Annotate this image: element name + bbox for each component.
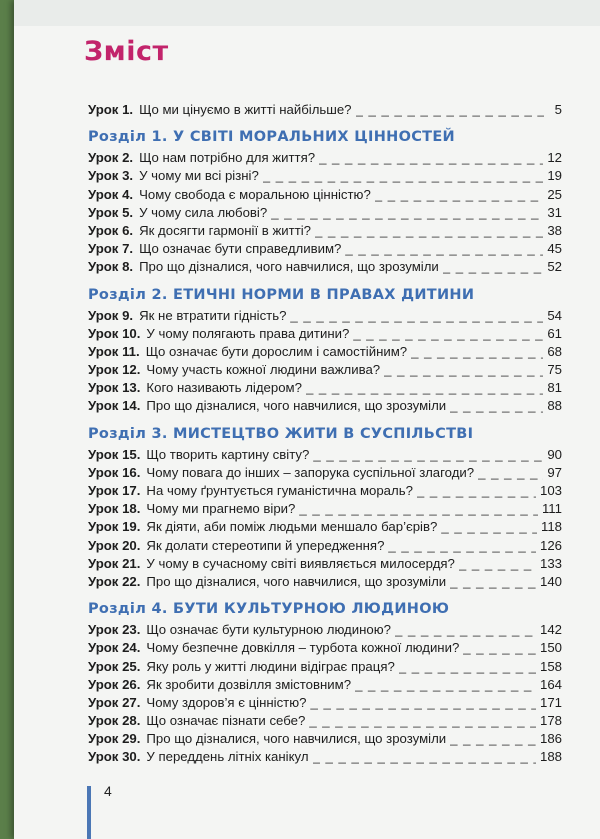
lesson-label: Урок 22. (88, 573, 141, 589)
lesson-label: Урок 6. (88, 222, 134, 238)
lesson-title: Чому свобода є моральною цінністю? (139, 186, 371, 202)
lesson-label: Урок 15. (88, 446, 141, 462)
lesson-page: 52 (547, 259, 562, 275)
lesson-title: Чому безпечне довкілля – турбота кожної людини? (146, 640, 460, 656)
lesson-title: Що означає бути культурною людиною? (146, 622, 391, 638)
toc-row[interactable] (88, 259, 562, 277)
lesson-page: 88 (547, 398, 562, 414)
section-heading[interactable]: Розділ 2. ЕТИЧНІ НОРМИ В ПРАВАХ ДИТИНИ (88, 286, 475, 303)
toc-row[interactable] (88, 205, 562, 223)
lesson-label: Урок 24. (88, 640, 141, 656)
lesson-page: 158 (539, 658, 562, 674)
lesson-title: Як зробити дозвілля змістовним? (146, 676, 352, 692)
leader-dots (299, 501, 538, 516)
lesson-label: Урок 5. (88, 204, 134, 220)
lesson-page: 150 (539, 640, 562, 656)
leader-dots (271, 205, 543, 220)
leader-dots (375, 187, 544, 202)
lesson-label: Урок 1. (88, 102, 134, 117)
lesson-title: Що означає бути дорослим і самостійним? (145, 343, 408, 359)
page-title: Зміст (84, 36, 169, 67)
lesson-title: Як не втратити гідність? (139, 307, 287, 323)
toc-row[interactable] (88, 168, 562, 186)
page-number-bar (87, 786, 91, 839)
toc-row[interactable] (88, 398, 562, 416)
lesson-page: 61 (547, 325, 562, 341)
leader-dots (459, 556, 536, 571)
lesson-page: 81 (547, 380, 562, 396)
lesson-label: Урок 25. (88, 658, 141, 674)
lesson-page: 31 (547, 204, 562, 220)
lesson-title: Чому ми прагнемо віри? (146, 501, 296, 517)
leader-dots (443, 259, 544, 274)
lesson-label: Урок 14. (88, 398, 141, 414)
leader-dots (353, 326, 543, 341)
lesson-label: Урок 20. (88, 537, 141, 553)
section-heading[interactable]: Розділ 4. БУТИ КУЛЬТУРНОЮ ЛЮДИНОЮ (88, 601, 450, 618)
toc-row[interactable] (88, 659, 562, 677)
lesson-label: Урок 9. (88, 307, 134, 323)
lesson-page: 126 (539, 537, 562, 553)
lesson-label: Урок 27. (88, 694, 141, 710)
toc-row[interactable] (88, 501, 562, 519)
toc-row[interactable] (88, 362, 562, 380)
lesson-page: 5 (554, 102, 562, 117)
lesson-title: Про що дізналися, чого навчилися, що зрозуміли (146, 573, 447, 589)
leader-dots (290, 308, 543, 323)
book-page (14, 0, 600, 839)
leader-dots (417, 483, 536, 498)
lesson-page: 54 (547, 307, 562, 323)
lesson-title: Про що дізналися, чого навчилися, що зрозуміли (139, 259, 439, 275)
lesson-title: Що творить картину світу? (146, 446, 310, 462)
leader-dots (395, 622, 536, 637)
leader-dots (463, 640, 536, 655)
leader-dots (313, 447, 543, 462)
lesson-page: 68 (547, 343, 562, 359)
lesson-title: Як долати стереотипи й упередження? (146, 537, 385, 553)
lesson-title: Кого називають лідером? (146, 380, 302, 396)
section-heading[interactable]: Розділ 1. У СВІТІ МОРАЛЬНИХ ЦІННОСТЕЙ (88, 129, 455, 146)
lesson-label: Урок 2. (88, 150, 134, 166)
lesson-title: Що ми цінуємо в житті найбільше? (139, 102, 352, 117)
leader-dots (309, 713, 536, 728)
toc-row[interactable] (88, 519, 562, 537)
page-number: 4 (104, 783, 112, 799)
lesson-label: Урок 28. (88, 713, 141, 729)
lesson-page: 171 (539, 694, 562, 710)
lesson-title: У чому в сучасному світі виявляється милосердя? (146, 555, 455, 571)
lesson-title: У чому сила любові? (139, 204, 268, 220)
leader-dots (411, 344, 543, 359)
lesson-page: 178 (539, 713, 562, 729)
leader-dots (399, 659, 536, 674)
toc-row[interactable] (88, 326, 562, 344)
lesson-page: 188 (539, 749, 562, 765)
toc-row-intro[interactable] (88, 102, 562, 120)
lesson-page: 164 (539, 676, 562, 692)
lesson-label: Урок 3. (88, 168, 134, 184)
lesson-title: Що означає бути справедливим? (139, 241, 342, 257)
lesson-label: Урок 30. (88, 749, 141, 765)
lesson-page: 186 (539, 731, 562, 747)
lesson-label: Урок 10. (88, 325, 141, 341)
lesson-label: Урок 23. (88, 622, 141, 638)
lesson-page: 75 (547, 362, 562, 378)
toc-row[interactable] (88, 241, 562, 259)
toc-row[interactable] (88, 731, 562, 749)
leader-dots (388, 538, 536, 553)
lesson-title: Що нам потрібно для життя? (139, 150, 316, 166)
toc-row[interactable] (88, 677, 562, 695)
lesson-label: Урок 11. (88, 343, 140, 359)
lesson-page: 45 (547, 241, 562, 257)
lesson-label: Урок 16. (88, 464, 141, 480)
lesson-title: Як досягти гармонії в житті? (139, 222, 312, 238)
leader-dots (356, 102, 544, 117)
leader-dots (450, 398, 543, 413)
leader-dots (441, 519, 537, 534)
toc-row[interactable] (88, 150, 562, 168)
lesson-label: Урок 21. (88, 555, 141, 571)
leader-dots (315, 223, 543, 238)
lesson-label: Урок 26. (88, 676, 141, 692)
lesson-page: 133 (539, 555, 562, 571)
toc-row[interactable] (88, 556, 562, 574)
toc-row[interactable] (88, 187, 562, 205)
toc-row[interactable] (88, 695, 562, 713)
lesson-title: У чому полягають права дитини? (146, 325, 350, 341)
lesson-page: 19 (547, 168, 562, 184)
lesson-label: Урок 8. (88, 259, 134, 275)
toc-row[interactable] (88, 344, 562, 362)
lesson-title: Як діяти, аби поміж людьми меншало бар’єрів? (146, 519, 438, 535)
leader-dots (450, 731, 536, 746)
lesson-label: Урок 17. (88, 483, 141, 498)
leader-dots (310, 695, 536, 710)
toc-sections (88, 126, 562, 767)
toc-row[interactable] (88, 380, 562, 398)
leader-dots (478, 465, 543, 480)
lesson-title: Про що дізналися, чого навчилися, що зрозуміли (146, 731, 447, 747)
toc-row[interactable] (88, 483, 562, 501)
leader-dots (450, 574, 536, 589)
leader-dots (263, 168, 544, 183)
lesson-title: На чому ґрунтується гуманістична мораль? (146, 483, 413, 498)
lesson-page: 103 (539, 483, 562, 498)
lesson-label: Урок 18. (88, 501, 141, 517)
toc-row[interactable] (88, 308, 562, 326)
lesson-title: Про що дізналися, чого навчилися, що зрозуміли (146, 398, 447, 414)
lesson-title: Яку роль у житті людини відіграє праця? (146, 658, 395, 674)
leader-dots (306, 380, 543, 395)
lesson-page: 142 (539, 622, 562, 638)
leader-dots (313, 749, 536, 764)
toc-row[interactable] (88, 465, 562, 483)
lesson-page: 90 (547, 446, 562, 462)
lesson-page: 140 (539, 573, 562, 589)
toc-row[interactable] (88, 713, 562, 731)
lesson-title: Чому здоров’я є цінністю? (146, 694, 307, 710)
lesson-label: Урок 7. (88, 241, 134, 257)
lesson-title: У чому ми всі різні? (139, 168, 259, 184)
leader-dots (345, 241, 543, 256)
lesson-title: Чому повага до інших – запорука суспільної злагоди? (146, 464, 475, 480)
toc-row[interactable] (88, 622, 562, 640)
toc-row[interactable] (88, 640, 562, 658)
toc-row[interactable] (88, 574, 562, 592)
lesson-label: Урок 13. (88, 380, 141, 396)
table-of-contents (88, 102, 562, 768)
lesson-label: Урок 19. (88, 519, 141, 535)
lesson-label: Урок 12. (88, 362, 141, 378)
lesson-page: 97 (547, 464, 562, 480)
lesson-title: Чому участь кожної людини важлива? (146, 362, 381, 378)
leader-dots (384, 362, 543, 377)
toc-row[interactable] (88, 447, 562, 465)
lesson-label: Урок 4. (88, 186, 134, 202)
lesson-page: 111 (541, 501, 562, 517)
leader-dots (319, 150, 543, 165)
lesson-page: 12 (547, 150, 562, 166)
leader-dots (355, 677, 536, 692)
lesson-label: Урок 29. (88, 731, 141, 747)
lesson-page: 38 (547, 222, 562, 238)
lesson-title: Що означає пізнати себе? (146, 713, 306, 729)
toc-row[interactable] (88, 538, 562, 556)
lesson-title: У переддень літніх канікул (146, 749, 309, 765)
section-heading[interactable]: Розділ 3. МИСТЕЦТВО ЖИТИ В СУСПІЛЬСТВІ (88, 425, 474, 442)
page-top-band (14, 0, 600, 26)
toc-row[interactable] (88, 749, 562, 767)
lesson-page: 25 (547, 186, 562, 202)
toc-row[interactable] (88, 223, 562, 241)
lesson-page: 118 (540, 519, 562, 535)
